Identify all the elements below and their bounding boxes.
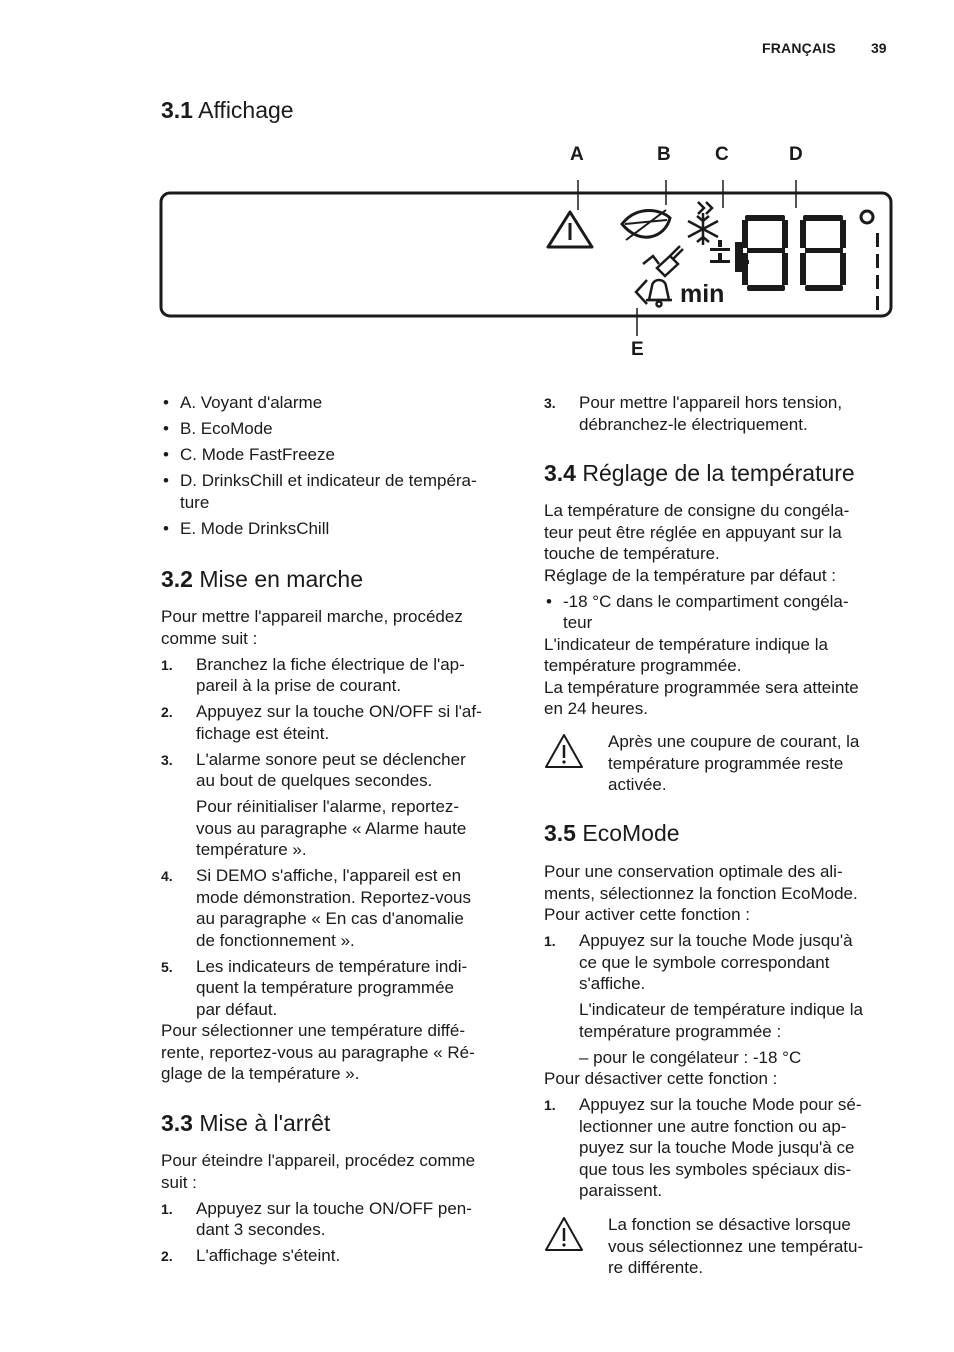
level-bar-icon [876,233,879,310]
display-label-c: C [715,144,729,165]
section-3-4-p1: La température de consigne du congéla- teur peut être réglée en appuyant sur la touche de température. Réglage de la température par défaut : [544,501,850,585]
section-3-4-body [544,500,904,720]
section-3-3-continued [544,392,904,440]
plus-minus-icon [710,240,730,263]
ecomode-leaf-icon [622,210,670,240]
display-label-e: E [631,339,644,360]
list-item: 2. Appuyez sur la touche ON/OFF si l'af- fichage est éteint. [161,702,482,743]
list-item: 1. Appuyez sur la touche ON/OFF pen- dant 3 secondes. [161,1198,472,1239]
list-item: 1. Appuyez sur la touche Mode pour sé- lectionner une autre fonction ou ap- puyez sur la touche Mode jusqu'à ce que tous les symboles spéciaux dis- paraissent. [544,1095,862,1200]
dash-item: – pour le congélateur : -18 °C [579,1047,802,1067]
section-3-2-body [161,606,521,1085]
degree-icon [861,211,873,223]
section-3-4-p2: L'indicateur de température indique la température programmée. La température programmée sera atteinte en 24 heures. [544,634,859,718]
temperature-digits-icon [735,215,846,291]
warning-note-2: La fonction se désactive lorsque vous sélectionnez une températu- re différente. [544,1214,904,1284]
header-language: FRANÇAIS [762,40,836,56]
alarm-warning-icon [548,212,592,247]
section-3-3-title: 3.3 Mise à l'arrêt [161,1110,331,1136]
bell-icon [646,280,672,307]
section-3-4-title: 3.4 Réglage de la température [544,460,855,486]
section-3-2-title: 3.2 Mise en marche [161,566,363,592]
display-min-text: min [680,280,725,308]
display-label-a: A [570,144,584,165]
fastfreeze-snowflake-icon [688,202,718,245]
list-item: 2. L'affichage s'éteint. [161,1246,341,1265]
warning-icon [544,731,584,771]
section-3-1-title: 3.1 Affichage [161,97,294,123]
section-3-5-body [544,861,904,1206]
legend-item: • A. Voyant d'alarme [161,392,516,414]
step1-note: L'indicateur de température indique la température programmée : [579,1000,863,1041]
display-frame [161,193,891,316]
list-item: 4. Si DEMO s'affiche, l'appareil est en mode démonstration. Reportez-vous au paragraphe « En cas d'anomalie de fonctionnement ». [161,866,471,950]
section-3-5-p2: Pour désactiver cette fonction : [544,1069,778,1088]
section-3-2-intro: Pour mettre l'appareil marche, procédez comme suit : [161,607,463,648]
warning-icon [544,1214,584,1254]
section-3-3-body [161,1150,521,1271]
section-3-3-intro: Pour éteindre l'appareil, procédez comme suit : [161,1151,476,1192]
drinkschill-bottle-icon [643,246,683,276]
list-item: 3. L'alarme sonore peut se déclencher au bout de quelques secondes. [161,749,466,790]
section-3-5-p1: Pour une conservation optimale des ali- ments, sélectionnez la fonction EcoMode. Pour activer cette fonction : [544,862,858,924]
list-item: 3. Pour mettre l'appareil hors tension, débranchez-le électriquement. [544,393,843,434]
legend-item: • D. DrinksChill et indicateur de tempéra- ture [161,470,516,513]
display-panel-diagram [150,160,910,350]
list-item: 1. Branchez la fiche électrique de l'ap- pareil à la prise de courant. [161,654,465,695]
step3-note: Pour réinitialiser l'alarme, reportez- vous au paragraphe « Alarme haute température ». [196,797,467,859]
list-item: 5. Les indicateurs de température indi- quent la température programmée par défaut. [161,956,468,1019]
display-legend [161,392,516,544]
legend-item: • B. EcoMode [161,418,516,440]
legend-item: • E. Mode DrinksChill [161,518,516,540]
section-3-2-outro: Pour sélectionner une température diffé- rente, reportez-vous au paragraphe « Ré- glage de la température ». [161,1021,475,1083]
legend-item: • C. Mode FastFreeze [161,444,516,466]
list-item: 1. Appuyez sur la touche Mode jusqu'à ce que le symbole correspondant s'affiche. [544,931,853,993]
section-3-5-title: 3.5 EcoMode [544,820,680,846]
list-item: • -18 °C dans le compartiment congéla- teur [544,591,904,634]
display-label-d: D [789,144,803,165]
display-label-b: B [657,144,671,165]
page-number: 39 [871,40,887,56]
chevron-left-icon [636,280,647,304]
warning-note-1: Après une coupure de courant, la température programmée reste activée. [544,731,904,801]
